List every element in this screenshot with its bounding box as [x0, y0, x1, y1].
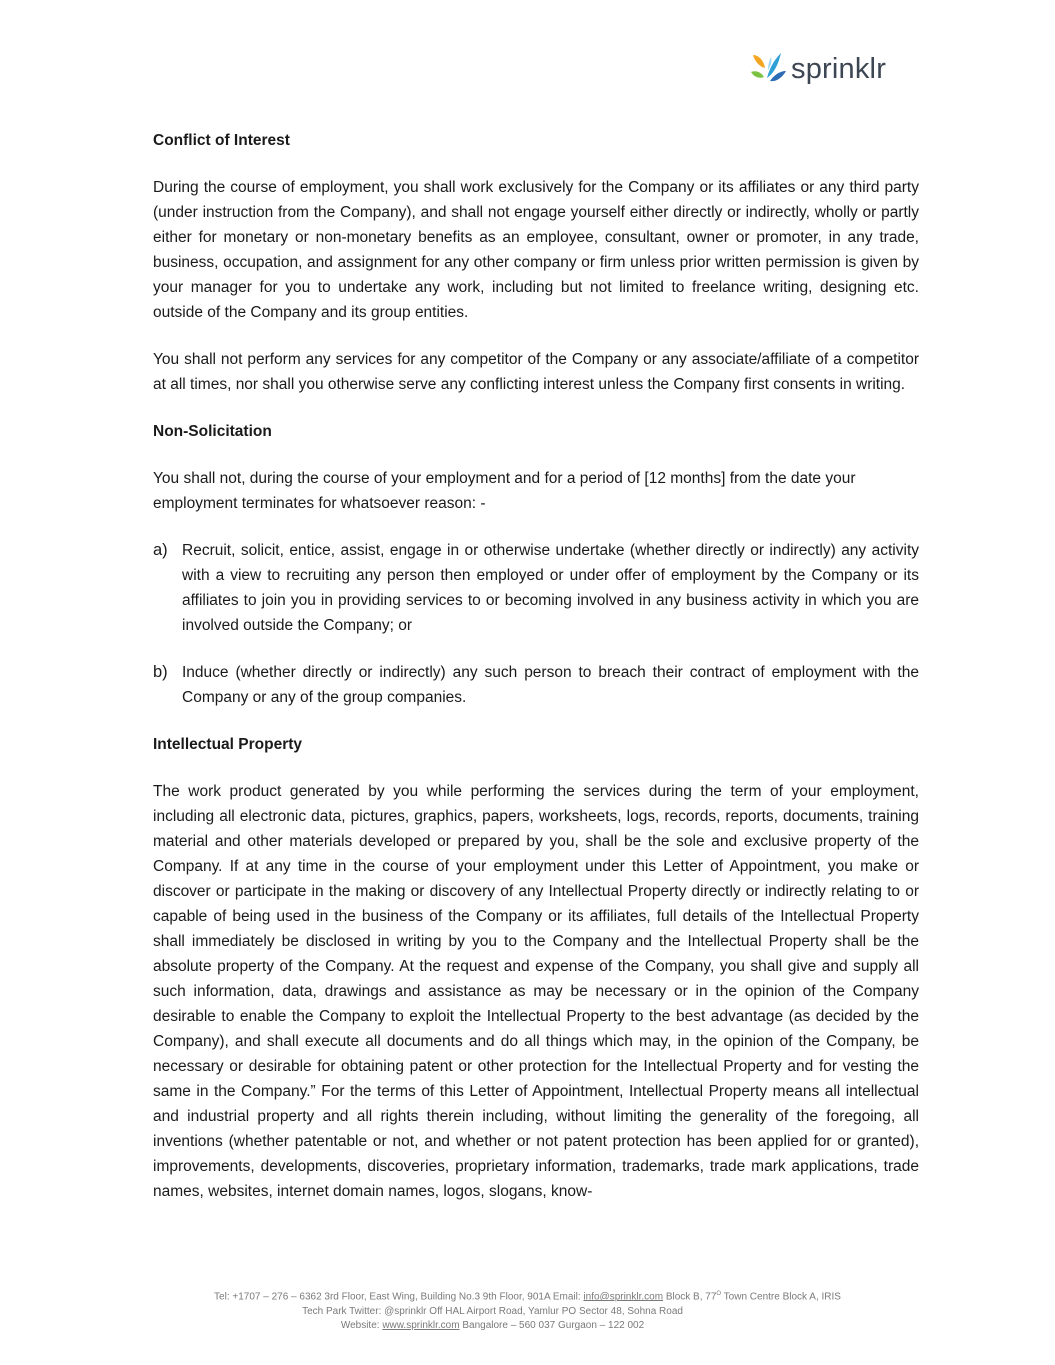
list-item-text: Recruit, solicit, entice, assist, engage in or otherwise undertake (whether directly or indirectly) any activity with a view to recruiting any person then employed or under offer of employment by the Company or its affiliates to join you in providing services to or becoming involved in any business activity in which you are involved outside the Company; or: [182, 542, 919, 634]
footer-contact-text: Tel: +1707 – 276 – 6362 3rd Floor, East Wing, Building No.3 9th Floor, 901A Email:: [214, 1291, 584, 1303]
page-footer: [0, 1287, 1055, 1334]
footer-website-label: Website:: [340, 1320, 383, 1332]
footer-line-1: [0, 1287, 1055, 1305]
website-link[interactable]: www.sprinklr.com: [382, 1320, 460, 1332]
sprinklr-splash-icon: [750, 52, 788, 86]
footer-address-text: Town Centre Block A, IRIS: [721, 1291, 841, 1303]
sprinklr-logo: [750, 50, 886, 88]
logo-wordmark: sprinklr: [791, 53, 887, 85]
footer-line-3: [0, 1319, 1055, 1334]
footer-superscript: O: [716, 1291, 722, 1297]
section-heading-intellectual-property: Intellectual Property: [153, 736, 303, 753]
section-heading-conflict-of-interest: Conflict of Interest: [153, 132, 290, 149]
conflict-paragraph-1: During the course of employment, you shall work exclusively for the Company or its affiliates or any third party (under instruction from the Company), and shall not engage yourself either directly or indirectly, wholly or partly either for monetary or non-monetary benefits as an employee, consultant, owner or promoter, in any trade, business, occupation, and assignment for any other company or firm unless prior written permission is given by your manager for you to undertake any work, including but not limited to freelance writing, designing etc. outside of the Company and its group entities.: [153, 179, 919, 321]
document-body: [153, 128, 919, 1226]
list-item-text: Induce (whether directly or indirectly) any such person to breach their contract of employment with the Company or any of the group companies.: [182, 664, 919, 706]
list-marker: a): [153, 541, 168, 559]
section-heading-non-solicitation: Non-Solicitation: [153, 423, 272, 440]
list-item: [153, 660, 919, 710]
conflict-paragraph-2: You shall not perform any services for any competitor of the Company or any associate/affiliate of a competitor at all times, nor shall you otherwise serve any conflicting interest unless the Company first consents in writing.: [153, 351, 919, 393]
footer-line-2: Tech Park Twitter: @sprinklr Off HAL Airport Road, Yamlur PO Sector 48, Sohna Road: [302, 1305, 683, 1317]
list-marker: b): [153, 663, 168, 681]
email-link[interactable]: info@sprinklr.com: [583, 1291, 664, 1303]
non-solicitation-intro: You shall not, during the course of your employment and for a period of [12 months] from the date your employment terminates for whatsoever reason: -: [153, 470, 856, 512]
list-item: [153, 538, 919, 638]
ip-paragraph: The work product generated by you while performing the services during the term of your employment, including all electronic data, pictures, graphics, papers, worksheets, logs, records, reports, documents, training material and other materials developed or prepared by you, shall be the sole and exclusive property of the Company. If at any time in the course of your employment under this Letter of Appointment, you make or discover or participate in the making or discovery of any Intellectual Property directly or indirectly relating to or capable of being used in the business of the Company or its affiliates, full details of the Intellectual Property shall immediately be disclosed in writing by you to the Company and the Intellectual Property shall be the absolute property of the Company. At the request and expense of the Company, you shall give and supply all such information, data, drawings and assistance as may be necessary or in the opinion of the Company desirable to enable the Company to exploit the Intellectual Property to the best advantage (as decided by the Company), and shall execute all documents and do all things which may, in the opinion of the Company, be necessary or desirable for obtaining patent or other protection for the Intellectual Property and for vesting the same in the Company.” For the terms of this Letter of Appointment, Intellectual Property means all intellectual and industrial property and all rights therein including, without limiting the generality of the foregoing, all inventions (whether patentable or not, and whether or not patent protection has been applied for or granted), improvements, developments, discoveries, proprietary information, trademarks, trade mark applications, trade names, websites, internet domain names, logos, slogans, know-: [153, 783, 919, 1200]
footer-city-text: Bangalore – 560 037 Gurgaon – 122 002: [459, 1320, 645, 1332]
footer-address-text: Block B, 77: [663, 1291, 717, 1303]
